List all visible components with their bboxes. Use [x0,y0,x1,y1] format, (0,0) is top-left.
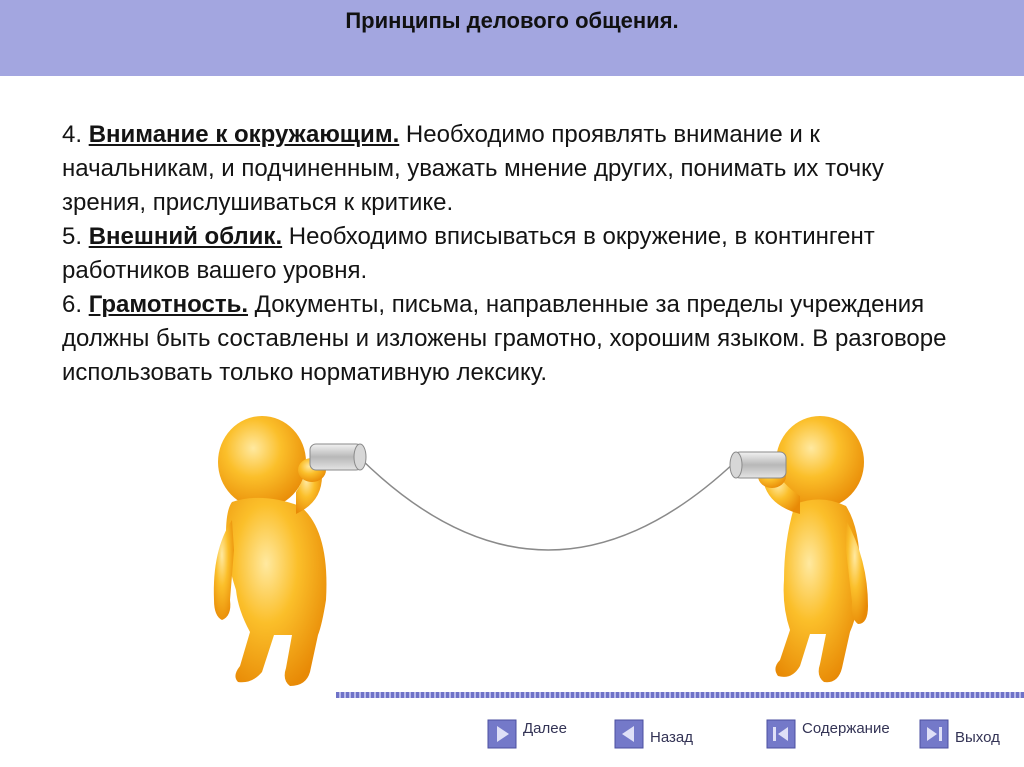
exit-icon [919,719,949,749]
contents-button[interactable] [766,716,890,752]
string-line [360,458,735,550]
principle-number: 6. [62,291,89,318]
principle-text: Необходимо вписываться в окружение, в контингент работников вашего уровня. [62,223,875,284]
principle-5 [62,220,962,288]
principle-term: Внешний облик. [88,223,283,250]
right-tin-can [730,452,786,478]
footer-divider [336,692,1024,698]
tin-can-phone-illustration [0,410,1024,700]
principle-6 [62,288,962,390]
principle-term: Внимание к окружающим. [88,121,400,148]
exit-button[interactable] [919,716,1000,752]
principle-4 [62,118,962,220]
next-arrow-icon [487,719,517,749]
slide-title: Принципы делового общения. [345,8,679,33]
next-button[interactable] [487,716,567,752]
left-tin-can [310,444,366,470]
slide-header [0,0,1024,76]
back-arrow-icon [614,719,644,749]
exit-label: Выход [955,728,1000,746]
slide-content [62,118,962,390]
principle-text: Необходимо проявлять внимание и к начальникам, и подчиненным, уважать мнение других, понимать их точку зрения, прислушиваться к критике. [62,121,884,216]
back-button[interactable] [614,716,693,752]
contents-icon [766,719,796,749]
principle-number: 5. [62,223,89,250]
next-label: Далее [523,719,567,737]
back-label: Назад [650,728,693,746]
principle-text: Документы, письма, направленные за пределы учреждения должны быть составлены и изложены грамотно, хорошим языком. В разговоре использовать только нормативную лексику. [62,291,947,386]
principle-number: 4. [62,121,89,148]
contents-label: Содержание [802,719,890,737]
principle-term: Грамотность. [88,291,249,318]
